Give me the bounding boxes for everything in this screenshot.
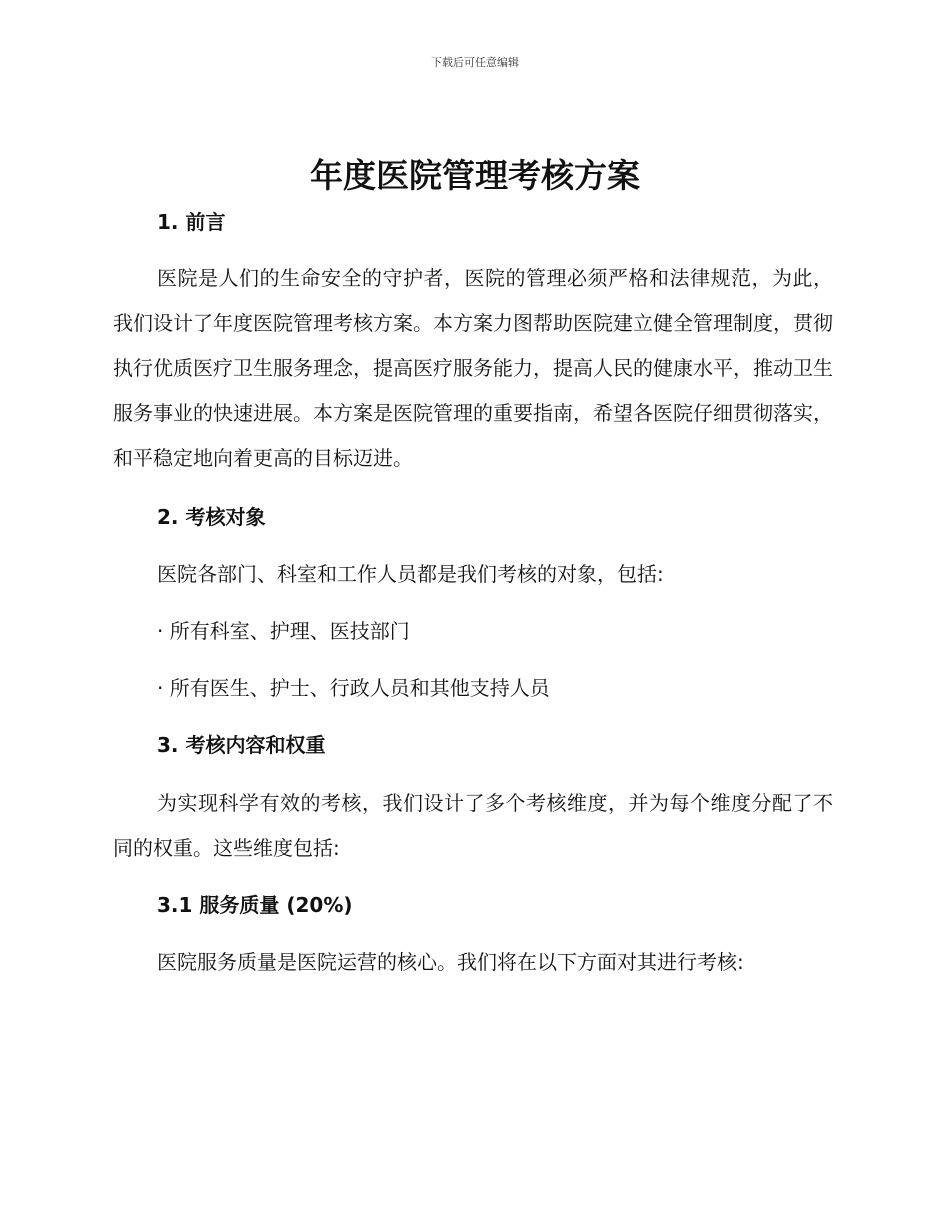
content-weights-paragraph: 为实现科学有效的考核，我们设计了多个考核维度，并为每个维度分配了不同的权重。这些维度包括:: [113, 791, 833, 860]
section-heading-service-quality: 3.1 服务质量 (20%): [157, 893, 353, 917]
targets-intro: 医院各部门、科室和工作人员都是我们考核的对象，包括:: [157, 562, 664, 586]
targets-bullet-staff: · 所有医生、护士、行政人员和其他支持人员: [157, 676, 550, 700]
preface-paragraph: 医院是人们的生命安全的守护者，医院的管理必须严格和法律规范，为此，我们设计了年度医院管理考核方案。本方案力图帮助医院建立健全管理制度，贯彻执行优质医疗卫生服务理念，提高医疗服务能力，提高人民的健康水平，推动卫生服务事业的快速进展。本方案是医院管理的重要指南，希望各医院仔细贯彻落实，和平稳定地向着更高的目标迈进。: [113, 266, 833, 470]
section-heading-content-weights: 3. 考核内容和权重: [157, 733, 326, 757]
service-quality-intro: 医院服务质量是医院运营的核心。我们将在以下方面对其进行考核:: [157, 950, 744, 974]
targets-bullet-departments: · 所有科室、护理、医技部门: [157, 619, 410, 643]
section-heading-targets: 2. 考核对象: [157, 505, 266, 529]
document-title: 年度医院管理考核方案: [310, 156, 640, 195]
page-header-note: 下载后可任意编辑: [431, 56, 519, 69]
section-heading-preface: 1. 前言: [157, 210, 226, 234]
